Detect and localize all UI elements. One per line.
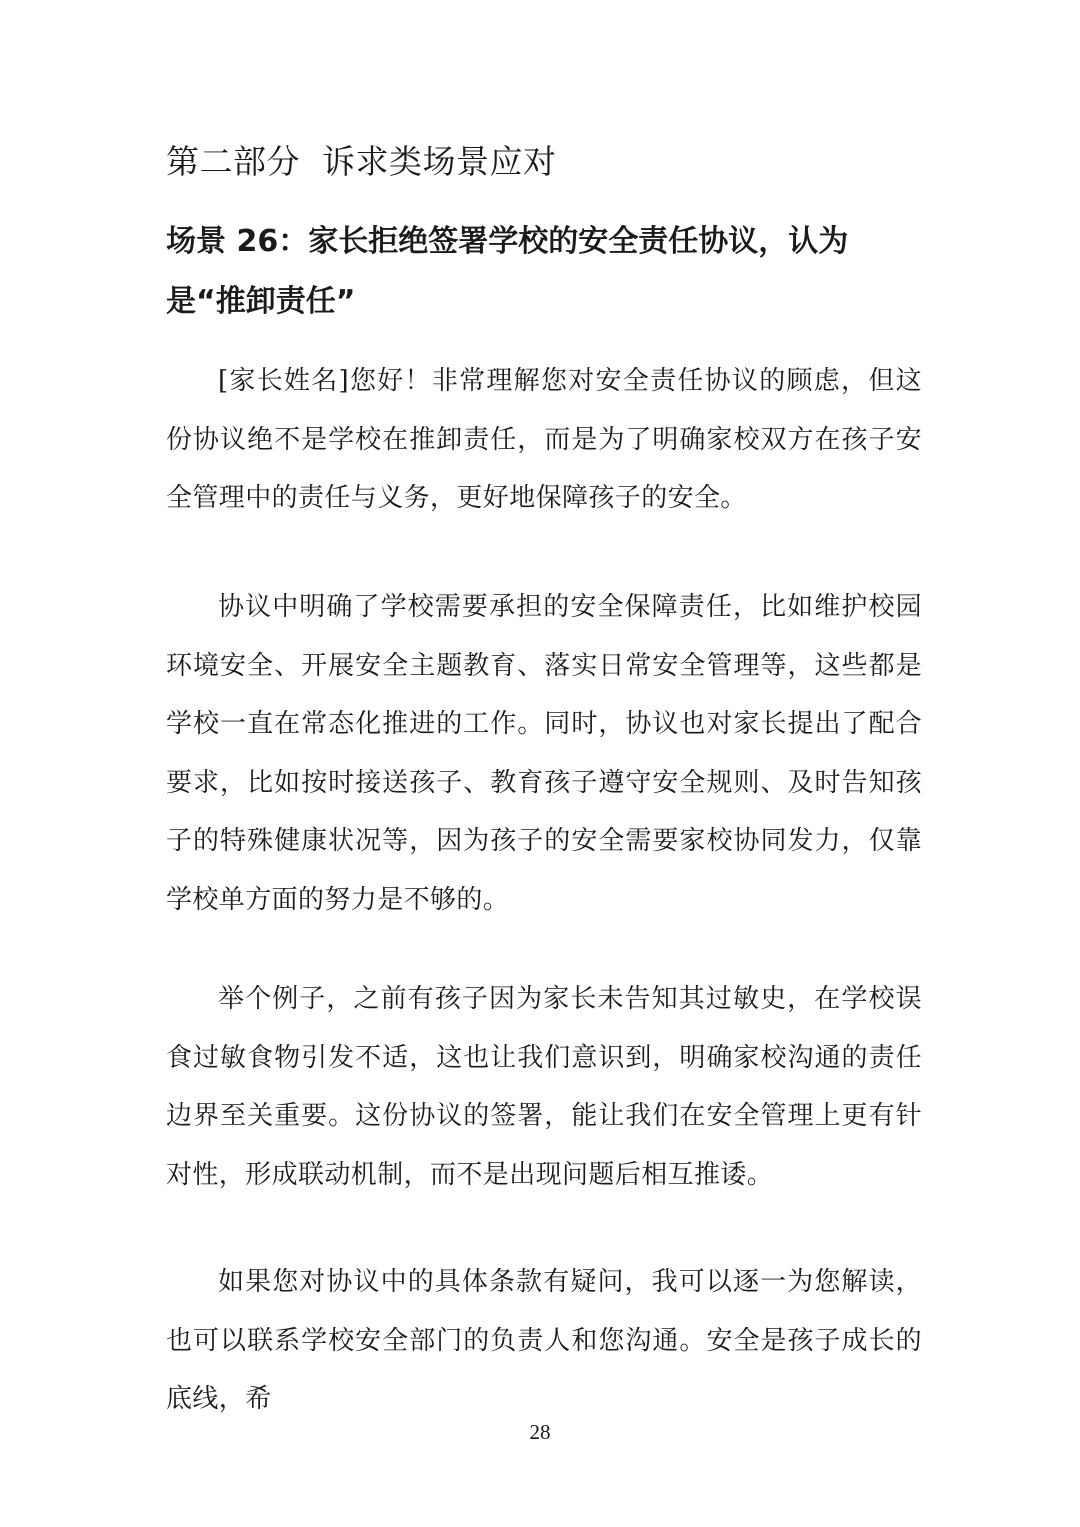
- body-paragraph-2: 协议中明确了学校需要承担的安全保障责任，比如维护校园环境安全、开展安全主题教育、落实日常安全管理等，这些都是学校一直在常态化推进的工作。同时，协议也对家长提出了配合要求，比如按时接送孩子、教育孩子遵守安全规则、及时告知孩子的特殊健康状况等，因为孩子的安全需要家校协同发力，仅靠学校单方面的努力是不够的。: [166, 592, 922, 915]
- page-number: 28: [529, 1420, 551, 1444]
- body-paragraph-1: [家长姓名]您好！非常理解您对安全责任协议的顾虑，但这份协议绝不是学校在推卸责任，而是为了明确家校双方在孩子安全管理中的责任与义务，更好地保障孩子的安全。: [166, 366, 922, 513]
- body-paragraph-3: 举个例子，之前有孩子因为家长未告知其过敏史，在学校误食过敏食物引发不适，这也让我们意识到，明确家校沟通的责任边界至关重要。这份协议的签署，能让我们在安全管理上更有针对性，形成联动机制，而不是出现问题后相互推诿。: [166, 984, 922, 1190]
- part-title: 第二部分 诉求类场景应对: [166, 142, 557, 181]
- scene-title: 场景 26：家长拒绝签署学校的安全责任协议，认为是“推卸责任”: [166, 224, 849, 319]
- body-paragraph-4: 如果您对协议中的具体条款有疑问，我可以逐一为您解读，也可以联系学校安全部门的负责人和您沟通。安全是孩子成长的底线，希: [166, 1267, 922, 1414]
